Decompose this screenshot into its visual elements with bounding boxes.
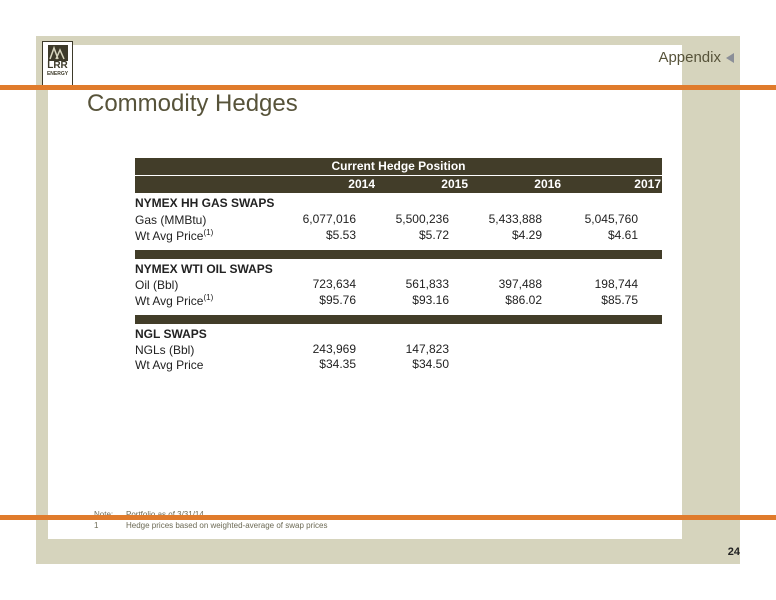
row-label: Gas (MMBtu) [135, 213, 207, 227]
cell-value: $34.50 [412, 357, 449, 371]
page-number: 24 [727, 546, 740, 558]
accent-stripe-top [0, 85, 776, 90]
cell-value: $34.35 [319, 357, 356, 371]
cell-value: 243,969 [312, 342, 356, 356]
cell-value: 5,500,236 [395, 212, 449, 226]
table-row [135, 293, 662, 309]
row-label: Wt Avg Price$^{(1)}$ [135, 228, 214, 243]
cell-value: $86.02 [505, 293, 542, 307]
cell-value: $4.61 [607, 228, 638, 242]
logo-text: LRR [47, 60, 68, 71]
table-header-title: Current Hedge Position [135, 158, 662, 175]
year-header: 2015 [441, 177, 468, 191]
cell-value: 5,045,760 [584, 212, 638, 226]
cell-value: $93.16 [412, 293, 449, 307]
row-label: NGLs (Bbl) [135, 343, 195, 357]
section-divider [135, 250, 662, 259]
accent-stripe-bottom [0, 515, 776, 520]
section-label [658, 49, 734, 66]
cell-value: $95.76 [319, 293, 356, 307]
cell-value: 723,634 [312, 277, 356, 291]
company-logo [42, 41, 73, 89]
cell-value: 198,744 [594, 277, 638, 291]
cell-value: 147,823 [405, 342, 449, 356]
row-label: Wt Avg Price [135, 358, 204, 372]
section-divider [135, 315, 662, 324]
table-row [135, 228, 662, 244]
logo-subtext: ENERGY [46, 71, 69, 77]
footnotes [94, 509, 327, 531]
row-label: Wt Avg Price$^{(1)}$ [135, 293, 214, 308]
row-label: Oil (Bbl) [135, 278, 179, 292]
logo-mark-icon [48, 45, 68, 61]
cell-value: 397,488 [498, 277, 542, 291]
cell-value: $85.75 [601, 293, 638, 307]
section-title: NGL SWAPS [135, 327, 207, 341]
section-title: NYMEX HH GAS SWAPS [135, 196, 275, 210]
cell-value: $5.53 [325, 228, 356, 242]
table-row [135, 342, 662, 358]
cell-value: $5.72 [418, 228, 449, 242]
year-header: 2017 [634, 177, 661, 191]
cell-value: 561,833 [405, 277, 449, 291]
cell-value: $4.29 [511, 228, 542, 242]
table-row [135, 212, 662, 228]
triangle-left-icon [726, 53, 734, 63]
cell-value: 5,433,888 [488, 212, 542, 226]
table-header-years [135, 176, 662, 193]
year-header: 2014 [348, 177, 375, 191]
section-title-row [135, 196, 662, 212]
year-header: 2016 [534, 177, 561, 191]
section-label-text: Appendix [658, 49, 721, 66]
page-title: Commodity Hedges [87, 90, 298, 117]
cell-value: 6,077,016 [302, 212, 356, 226]
table-row [135, 357, 662, 373]
table-row [135, 277, 662, 293]
footnote: 1 Hedge prices based on weighted-average of swap prices [94, 521, 328, 530]
section-title-row [135, 327, 662, 343]
section-title: NYMEX WTI OIL SWAPS [135, 262, 273, 276]
section-title-row [135, 262, 662, 278]
